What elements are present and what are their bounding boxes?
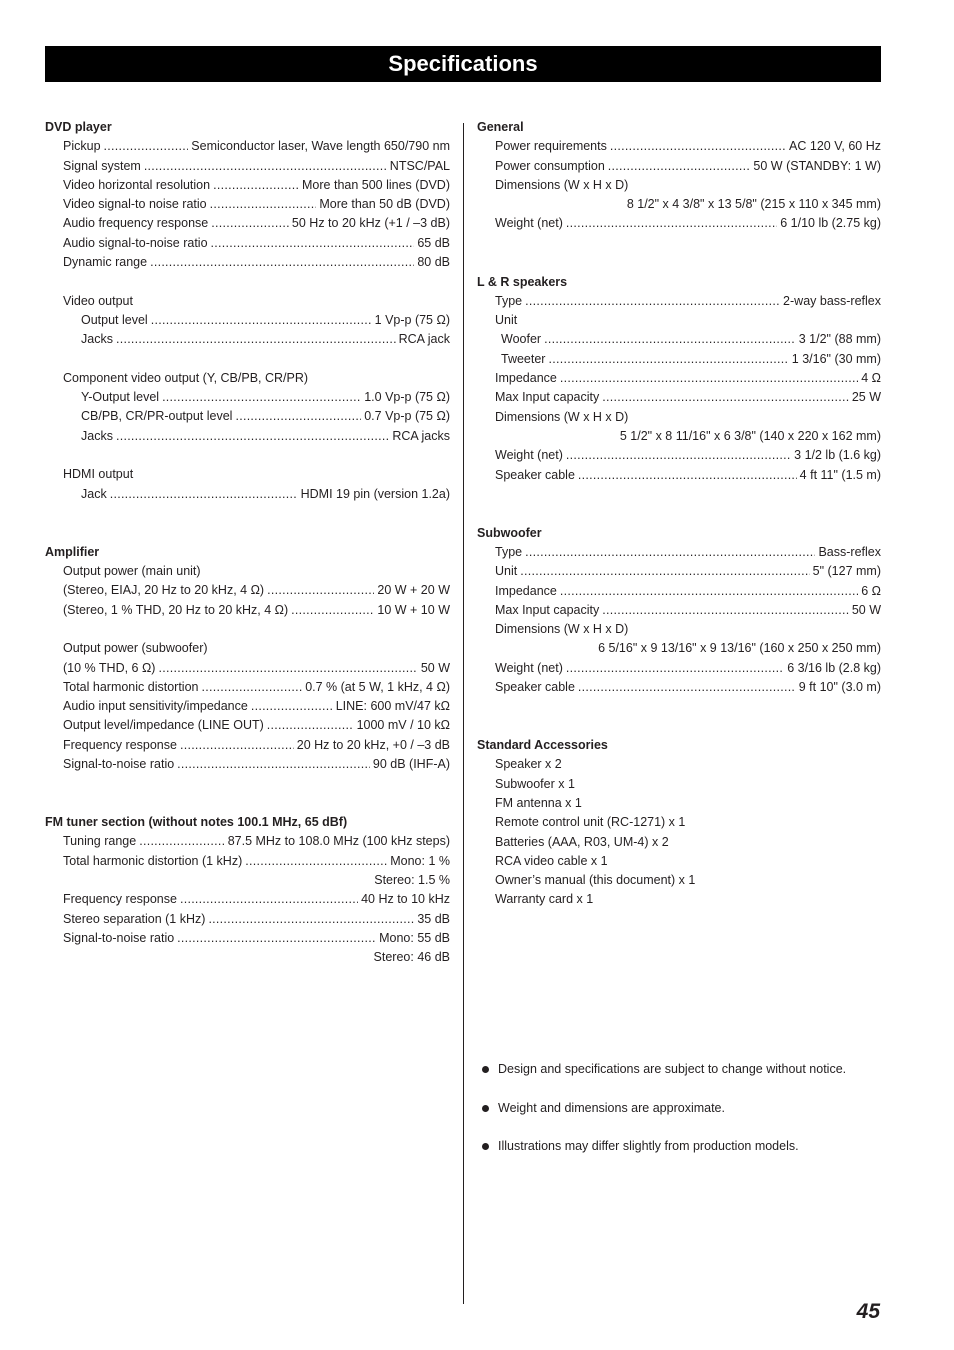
spec-label: Jack [81,486,107,501]
spec-label: Power consumption [495,158,605,173]
spec-label: Jacks [81,428,113,443]
spec-value: LINE: 600 mV/47 kΩ [335,699,450,714]
spec-row [45,601,450,620]
leader-dots [211,234,415,253]
spec-label: Speaker cable [495,467,575,482]
spec-value: 1 3/16" (30 mm) [791,351,881,366]
spec-label: Unit [495,564,518,579]
spec-row [45,427,450,446]
spec-value: 3 1/2 lb (1.6 kg) [794,448,881,463]
spec-label: Stereo separation (1 kHz) [63,911,206,926]
leader-dots [578,466,797,485]
spec-row [477,582,881,601]
spec-value: 6 5/16" x 9 13/16" x 9 13/16" (160 x 250 x 250 mm) [598,641,881,656]
bullet-icon [480,1142,490,1152]
spec-value: 10 W + 10 W [377,602,450,617]
spec-value: Semiconductor laser, Wave length 650/790 nm [191,139,450,154]
spec-row [45,910,450,929]
leader-dots [544,330,796,349]
spec-label: Video horizontal resolution [63,177,211,192]
spec-label: Weight (net) [495,660,563,675]
accessory-item: Batteries (AAA, R03, UM-4) x 2 [495,834,669,849]
spec-value: 4 Ω [861,371,881,386]
spec-row [45,581,450,600]
spec-row [477,292,881,311]
spec-value: 40 Hz to 10 kHz [361,892,450,907]
spec-row [45,234,450,253]
leader-dots [548,350,788,369]
leader-dots [267,581,374,600]
leader-dots [104,137,189,156]
leader-dots [150,253,414,272]
section-title-accessories: Standard Accessories [477,738,608,753]
spec-row [45,176,450,195]
leader-dots [291,601,374,620]
accessory-item: Owner’s manual (this document) x 1 [495,873,696,888]
page-title: Specifications [45,46,881,82]
dvd-player-section [45,118,450,504]
leader-dots [602,601,849,620]
spec-value: 65 dB [417,235,450,250]
speakers-section [477,273,881,485]
left-column [45,118,450,987]
leader-dots [116,330,396,349]
leader-dots [560,369,858,388]
spec-label: Frequency response [63,737,177,752]
bullet-icon [480,1065,490,1075]
section-title-dvd: DVD player [45,120,112,134]
spec-row [45,407,450,426]
leader-dots [144,157,387,176]
spec-value: More than 500 lines (DVD) [302,177,450,192]
leader-dots [602,388,849,407]
spec-value: 20 W + 20 W [377,583,450,598]
subwoofer-section [477,524,881,698]
spec-label: (10 % THD, 6 Ω) [63,660,156,675]
spec-row [45,195,450,214]
note-text: Design and specifications are subject to change without notice. [498,1062,847,1076]
spec-value: 5" (127 mm) [812,564,881,579]
spec-value: 20 Hz to 20 kHz, +0 / –3 dB [296,737,450,752]
accessory-item: Speaker x 2 [495,757,562,772]
spec-label: Weight (net) [495,448,563,463]
spec-row [45,253,450,272]
spec-label: Output level [81,312,148,327]
spec-value: 90 dB (IHF-A) [372,757,450,771]
leader-dots [235,407,361,426]
leader-dots [520,562,809,581]
spec-label: Total harmonic distortion [63,679,199,694]
spec-value: AC 120 V, 60 Hz [789,139,881,154]
spec-value: 5 1/2" x 8 11/16" x 6 3/8" (140 x 220 x 162 mm) [619,428,881,443]
leader-dots [525,292,780,311]
spec-value: Mono: 1 % [390,853,450,868]
spec-value: 8 1/2" x 4 3/8" x 13 5/8" (215 x 110 x 345 mm) [626,197,881,212]
leader-dots [610,137,786,156]
spec-label: Y-Output level [81,390,160,405]
subheading-component-video: Component video output (Y, CB/PB, CR/PR) [63,370,309,385]
leader-dots [180,736,294,755]
leader-dots [151,311,372,330]
spec-value: 6 Ω [861,583,881,598]
spec-label: Signal system [63,158,141,173]
spec-value: 6 1/10 lb (2.75 kg) [780,216,881,231]
spec-label: Audio frequency response [63,216,209,231]
spec-row [477,350,881,369]
spec-value: Mono: 55 dB [379,930,450,945]
leader-dots [158,659,417,678]
page-number: 45 [856,1300,880,1323]
column-divider [463,123,464,1304]
spec-label: Total harmonic distortion (1 kHz) [63,853,243,868]
note-item [477,1099,881,1118]
spec-row [45,214,450,233]
spec-row [477,157,881,176]
spec-row [45,852,450,871]
spec-value: 3 1/2" (88 mm) [798,332,881,347]
spec-label: Dimensions (W x H x D) [495,177,629,192]
leader-dots [566,214,777,233]
spec-row [477,466,881,485]
spec-row [477,446,881,465]
leader-dots [608,157,751,176]
leader-dots [211,214,289,233]
section-title-general: General [477,120,524,134]
subheading-video-output: Video output [63,293,133,308]
leader-dots [560,582,858,601]
spec-value: 35 dB [417,911,450,926]
spec-value: HDMI 19 pin (version 1.2a) [300,486,450,501]
spec-row [45,678,450,697]
spec-value: Bass-reflex [818,544,881,559]
spec-label: Audio input sensitivity/impedance [63,699,248,714]
note-item [477,1060,881,1079]
spec-row [45,736,450,755]
amplifier-section [45,543,450,775]
spec-label: Speaker cable [495,680,575,695]
spec-row [45,659,450,678]
bullet-icon [480,1103,490,1113]
spec-label: Tweeter [501,351,546,366]
spec-value: 9 ft 10" (3.0 m) [798,680,881,695]
spec-value: 50 Hz to 20 kHz (+1 / –3 dB) [291,216,450,231]
spec-row [45,311,450,330]
spec-label: Impedance [495,371,557,386]
spec-row [45,697,450,716]
spec-value: 50 W (STANDBY: 1 W) [753,158,881,173]
leader-dots [162,388,361,407]
spec-row [477,659,881,678]
leader-dots [213,176,299,195]
leader-dots [110,485,298,504]
leader-dots [116,427,389,446]
accessory-item: FM antenna x 1 [495,796,582,810]
accessories-section [477,736,881,910]
accessory-item: RCA video cable x 1 [495,853,608,868]
spec-row [477,214,881,233]
spec-row [477,330,881,349]
note-text: Illustrations may differ slightly from production models. [498,1139,799,1154]
spec-row [477,678,881,697]
leader-dots [245,852,387,871]
spec-value: 1 Vp-p (75 Ω) [374,312,450,327]
spec-row [477,543,881,562]
spec-label: Unit [495,313,518,328]
spec-label: Type [495,293,523,308]
fm-tuner-section [45,813,450,967]
spec-label: Video signal-to noise ratio [63,197,207,212]
spec-row [45,157,450,176]
spec-row [477,388,881,407]
spec-value: 25 W [851,390,881,405]
spec-label: Type [495,544,523,559]
leader-dots [177,929,376,948]
spec-value: 87.5 MHz to 108.0 MHz (100 kHz steps) [227,834,450,849]
general-section [477,118,881,234]
spec-value: 0.7 % (at 5 W, 1 kHz, 4 Ω) [305,679,450,694]
note-item [477,1137,881,1156]
right-column [477,118,881,929]
spec-row [477,562,881,581]
spec-label: Dimensions (W x H x D) [495,622,629,637]
spec-value: 1.0 Vp-p (75 Ω) [364,390,450,405]
spec-value: NTSC/PAL [389,158,450,173]
spec-row [45,890,450,909]
accessory-item: Subwoofer x 1 [495,776,575,791]
spec-value: RCA jack [398,332,450,347]
spec-label: Woofer [501,332,542,347]
leader-dots [566,659,784,678]
section-title-subwoofer: Subwoofer [477,525,542,540]
spec-row [477,369,881,388]
section-title-speakers: L & R speakers [477,274,568,289]
spec-row [477,137,881,156]
spec-value: 50 W [851,602,881,617]
spec-value: 50 W [420,660,450,675]
spec-value: 80 dB [417,255,450,270]
leader-dots [201,678,302,697]
spec-label: Tuning range [63,834,137,849]
leader-dots [177,755,370,774]
notes-list [477,1060,881,1176]
leader-dots [578,678,796,697]
leader-dots [267,716,354,735]
subheading-hdmi-output: HDMI output [63,467,134,482]
leader-dots [525,543,815,562]
spec-row [45,137,450,156]
spec-label: Audio signal-to-noise ratio [63,235,208,250]
spec-row [45,388,450,407]
spec-label: Pickup [63,139,101,154]
note-text: Weight and dimensions are approximate. [498,1100,725,1115]
leader-dots [208,910,414,929]
accessory-item: Warranty card x 1 [495,892,594,907]
spec-label: Frequency response [63,892,177,907]
spec-label: Dynamic range [63,255,148,270]
spec-label: Max Input capacity [495,390,600,405]
spec-value: 6 3/16 lb (2.8 kg) [787,660,881,675]
subheading-output-power-subwoofer: Output power (subwoofer) [63,641,208,656]
spec-label: Signal-to-noise ratio [63,930,175,945]
leader-dots [139,832,224,851]
spec-row [45,330,450,349]
spec-label: Weight (net) [495,216,563,231]
leader-dots [210,195,317,214]
spec-value: 2-way bass-reflex [783,293,881,308]
spec-row [45,755,450,774]
spec-row [45,929,450,948]
spec-value-continued: Stereo: 46 dB [373,950,450,965]
spec-label: Dimensions (W x H x D) [495,409,629,424]
spec-label: (Stereo, 1 % THD, 20 Hz to 20 kHz, 4 Ω) [63,602,289,617]
spec-label: Impedance [495,583,557,598]
spec-value: RCA jacks [392,428,450,443]
spec-label: CB/PB, CR/PR-output level [81,409,233,424]
spec-value: 4 ft 11" (1.5 m) [799,467,881,482]
subheading-output-power-main: Output power (main unit) [63,564,201,579]
leader-dots [251,697,333,716]
leader-dots [180,890,358,909]
section-title-fm-tuner: FM tuner section (without notes 100.1 MHz, 65 dBf) [45,815,348,830]
spec-label: Output level/impedance (LINE OUT) [63,718,264,733]
spec-row [45,485,450,504]
spec-value: 1000 mV / 10 kΩ [356,718,450,733]
accessory-item: Remote control unit (RC-1271) x 1 [495,815,686,830]
spec-row [477,601,881,620]
spec-label: Signal-to-noise ratio [63,757,175,771]
spec-label: Jacks [81,332,113,347]
spec-row [45,716,450,735]
spec-value: More than 50 dB (DVD) [319,197,450,212]
spec-label: (Stereo, EIAJ, 20 Hz to 20 kHz, 4 Ω) [63,583,265,598]
section-title-amplifier: Amplifier [45,544,100,559]
spec-label: Power requirements [495,139,607,154]
leader-dots [566,446,791,465]
spec-row [45,832,450,851]
spec-value-continued: Stereo: 1.5 % [374,872,450,887]
spec-value: 0.7 Vp-p (75 Ω) [364,409,450,424]
spec-label: Max Input capacity [495,602,600,617]
